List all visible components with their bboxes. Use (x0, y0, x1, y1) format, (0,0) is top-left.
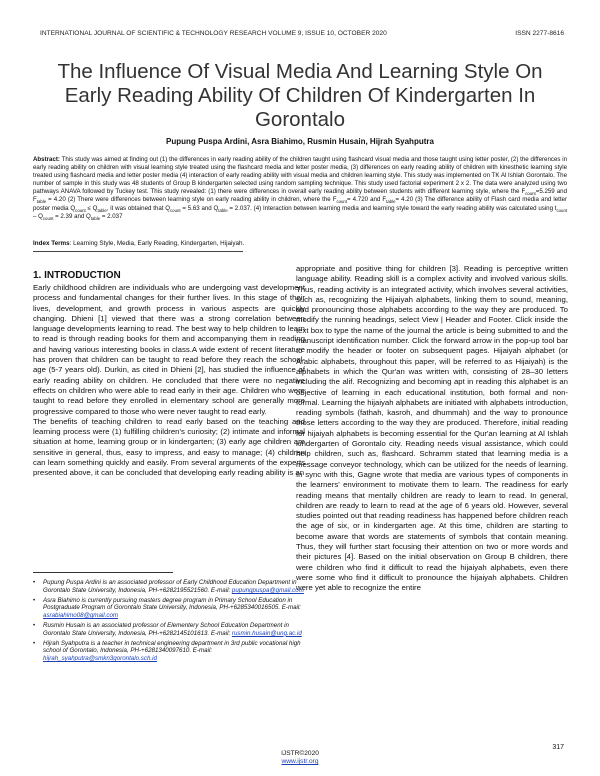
page-number: 317 (552, 744, 564, 751)
footnote-item (33, 622, 305, 638)
bullet-icon: • (33, 596, 36, 604)
section-heading: 1. INTRODUCTION (33, 270, 121, 281)
copyright-label: IJSTR©2020 (281, 750, 319, 757)
body-paragraph: The benefits of teaching children to read early based on the teaching and learning process were (1) fulfilling children's curiosity; (2) intimate and informal situation at home, learning group or in kindergarten; (3) early age children are sensitive in general, thus, easy to impress, and easy to manage; (4) children can learn something quickly and easily. From several arguments of the experts presented above, it can be concluded that developing early reading ability is an (33, 416, 305, 478)
subscript: table (36, 199, 47, 205)
subscript: count (75, 207, 86, 213)
footnote-text: Rusmin Husain is an associated professor of Elementery School Education Department in Gorontalo State University, Indonesia, PH-+6282145101613. E-mail: (43, 621, 289, 637)
author-list: Pupung Puspa Ardini, Asra Biahimo, Rusmin Husain, Hijrah Syahputra (166, 137, 434, 146)
paper-title: The Influence Of Visual Media And Learning Style On Early Reading Ability Of Children Of Kindergarten In Gorontalo (57, 60, 543, 131)
abstract-text: ≤ Q (85, 204, 98, 212)
author-footnotes (33, 572, 305, 665)
bullet-icon: • (33, 621, 36, 629)
abstract-text: , it was obtained that Q (106, 204, 171, 212)
email-link[interactable]: pupungpuspa@gmail.com (231, 586, 304, 594)
abstract-text: This study was aimed at finding out (1) the differences in early reading ability of the children taught using flashcard visual media and those taught using letter poster, (2) the differences in early reading ability on children with visual learning style treated using the flashcard media and letter poster media, (3) differences on early reading ability of children with kinesthetic learning style treated using flashcard media and letter poster media (4) interaction of early reading ability with visual media and children learning style. This study was implemented on TK Al Ishlah Gorontalo. The number of sample in this study was 48 students of Group B kindergarten selected using random sampling technique. This study used factorial experiment 2 x 2. The data were analyzed using two pathways ANAVA followed by Tuckey test. This study revealed: (1) there were differences in overall early reading ability between students with different learning style, where the F (33, 156, 567, 196)
footnote-item (33, 579, 305, 595)
journal-url-link[interactable]: www.ijstr.org (281, 758, 319, 765)
footnote-text: Pupung Puspa Ardini is an associated professor of Early Childhood Education Department in Gorontalo State University, Indonesia, PH-+6282195521560. E-mail: (43, 579, 297, 594)
separator-line (33, 251, 243, 252)
abstract-label: Abstract: (33, 156, 60, 163)
right-column (296, 264, 568, 594)
body-paragraph: Early childhood children are individuals who are undergoing vast development process and fundamental changes for their further lives. In this stage of their lives, development, and growth process in various aspects are quickly changing. Dhieni [1] viewed that there was a strong correlation between language developments learning to read. The best way to help children to learn to read is through reading books for them and accompanying them in reading and having various interesting books in class.A wide extent of recent literature has proven that children can be taught to read before they reach the school-age (5-7 years old). Durkin, as cited in Dhieni [2], has studied the influence of early reading ability on children. He concluded that there were no negative effects on children who were able to read early in their age. Children who were taught to read before they enrolled in elementary school are generally more progressive compared to those who were never taught to read early. (33, 283, 305, 416)
abstract-text: = 5.63 and Q (180, 204, 219, 212)
index-terms-text: : Learning Style, Media, Early Reading, Kindergarten, Hijaiyah. (69, 240, 245, 247)
abstract-text: = 4.20 (3) The difference ability of Flash card media and letter poster media Q (33, 196, 567, 212)
subscript: count (42, 215, 54, 221)
abstract-text: = 2.39 and Q (53, 212, 91, 220)
left-column (33, 264, 305, 479)
email-link[interactable]: hijrah_syahputra@smkn3gorontalo.sch.id (43, 655, 157, 663)
footnote-rule (33, 572, 173, 573)
subscript: table (97, 207, 107, 213)
subscript: table (386, 199, 396, 205)
footnote-item (33, 597, 305, 620)
subscript: count (556, 207, 568, 213)
abstract-text: = 4.20 (2) There were differences between learning style on early reading ability in children, where the F (46, 196, 337, 204)
body-paragraph: appropriate and positive thing for children [3]. Reading is perceptive written language ability. Reading skill is a complex activity and involved various skills. Thus, reading activity is an integrated activity, which involves several activities, such as, recognizing the Hijaiyah alphabets, linking them to sound, meaning, and pronouncing those alphabets according to the way they are produced. To modify the running headings, select View | Header and Footer. Click inside the text box to type the name of the journal the article is being submitted to and the manuscript identification number. Click the forward arrow in the pop-up tool bar to modify the header or footer on subsequent pages. Hijaiyah alphabet (or Arabic alphabets, throughout this paper, will be referred to as Hijaiyah) is the alphabets in which the Qur'an was written with, consisting of 28–30 letters including the alif. Recognizing and becoming apt in reading this alphabet is an objective of learning in each educational institution, both formal and non-formal. Learning the hijaiyah alphabets are initiated with alphabets introduction, reading symbols (fathah, kasroh, and dhummah) and the way to pronounce those letters according to the way they are produced. Therefore, initial reading for hijaiyah alphabets is becoming essential for the Qur'an learning at Al Ishlah kindergarten of Gorontalo city. Reading needs visual assistance, which could help children, such as, flashcard. Schramm stated that learning media is a message conveyor technology, which can be utilized for the needs of learning. In sync with this, Gagne wrote that media are various types of components in the learners' environment to motivate them to learn. The readiness for early reading means that mentally children are ready to learn to read. In general, children are ready to learn to read at the age of 6 years old. However, several studies pointed out that reading readiness has happened before children reach the age of six, or in kindergarten age. At this time, children are starting to become aware that words are statements of symbols that contain meaning. Thus, they will further start focusing their attention on two or more words and their pictures [4]. Based on the initial observation on Group B children, there were children who find it difficult to read the hijaiyah alphabets, even there were some who find it difficult to pronounce the hijaiyah alphabets. Children were yet able to recognize the entire (296, 264, 568, 593)
subscript: count (336, 199, 348, 205)
journal-header: INTERNATIONAL JOURNAL OF SCIENTIFIC & TECHNOLOGY RESEARCH VOLUME 9, ISSUE 10, OCTOBER 2020 (40, 30, 387, 37)
abstract (33, 156, 567, 221)
abstract-text: =5.259 and F (33, 188, 568, 204)
email-link[interactable]: asrabiahimo08@gmail.com (43, 612, 119, 620)
index-terms (33, 240, 567, 252)
abstract-text: – Q (33, 212, 43, 220)
email-link[interactable]: rusmin.husain@ung.ac.id (231, 629, 302, 637)
subscript: count (170, 207, 181, 213)
subscript: count (525, 191, 536, 197)
abstract-text: = 2.037. (4) Interaction between learning media and learning style toward the early reading ability was calculated using t (227, 204, 557, 212)
abstract-text: = 4.720 and F (347, 196, 387, 204)
footnote-text: Asra Biahimo is currently pursuing masters degree program in Primary School Education in Postgraduate Program of Gorontalo State University, Indonesia, PH-+6285340016505. E-mail: (43, 596, 302, 612)
page-footer (0, 750, 600, 766)
footnote-item (33, 640, 305, 663)
index-terms-label: Index Terms (33, 240, 70, 247)
footnote-text: Hijrah Syahputra is a teacher in technical engineering department in 3rd public vocational high school of Gorontalo, Indonesia, PH-+6281340097610. E-mail: (43, 639, 301, 655)
issn-label: ISSN 2277-8616 (515, 30, 564, 37)
subscript: table (90, 215, 101, 221)
bullet-icon: • (33, 579, 36, 586)
bullet-icon: • (33, 639, 36, 647)
abstract-text: = 2.037 (100, 212, 123, 220)
subscript: table (218, 207, 228, 213)
